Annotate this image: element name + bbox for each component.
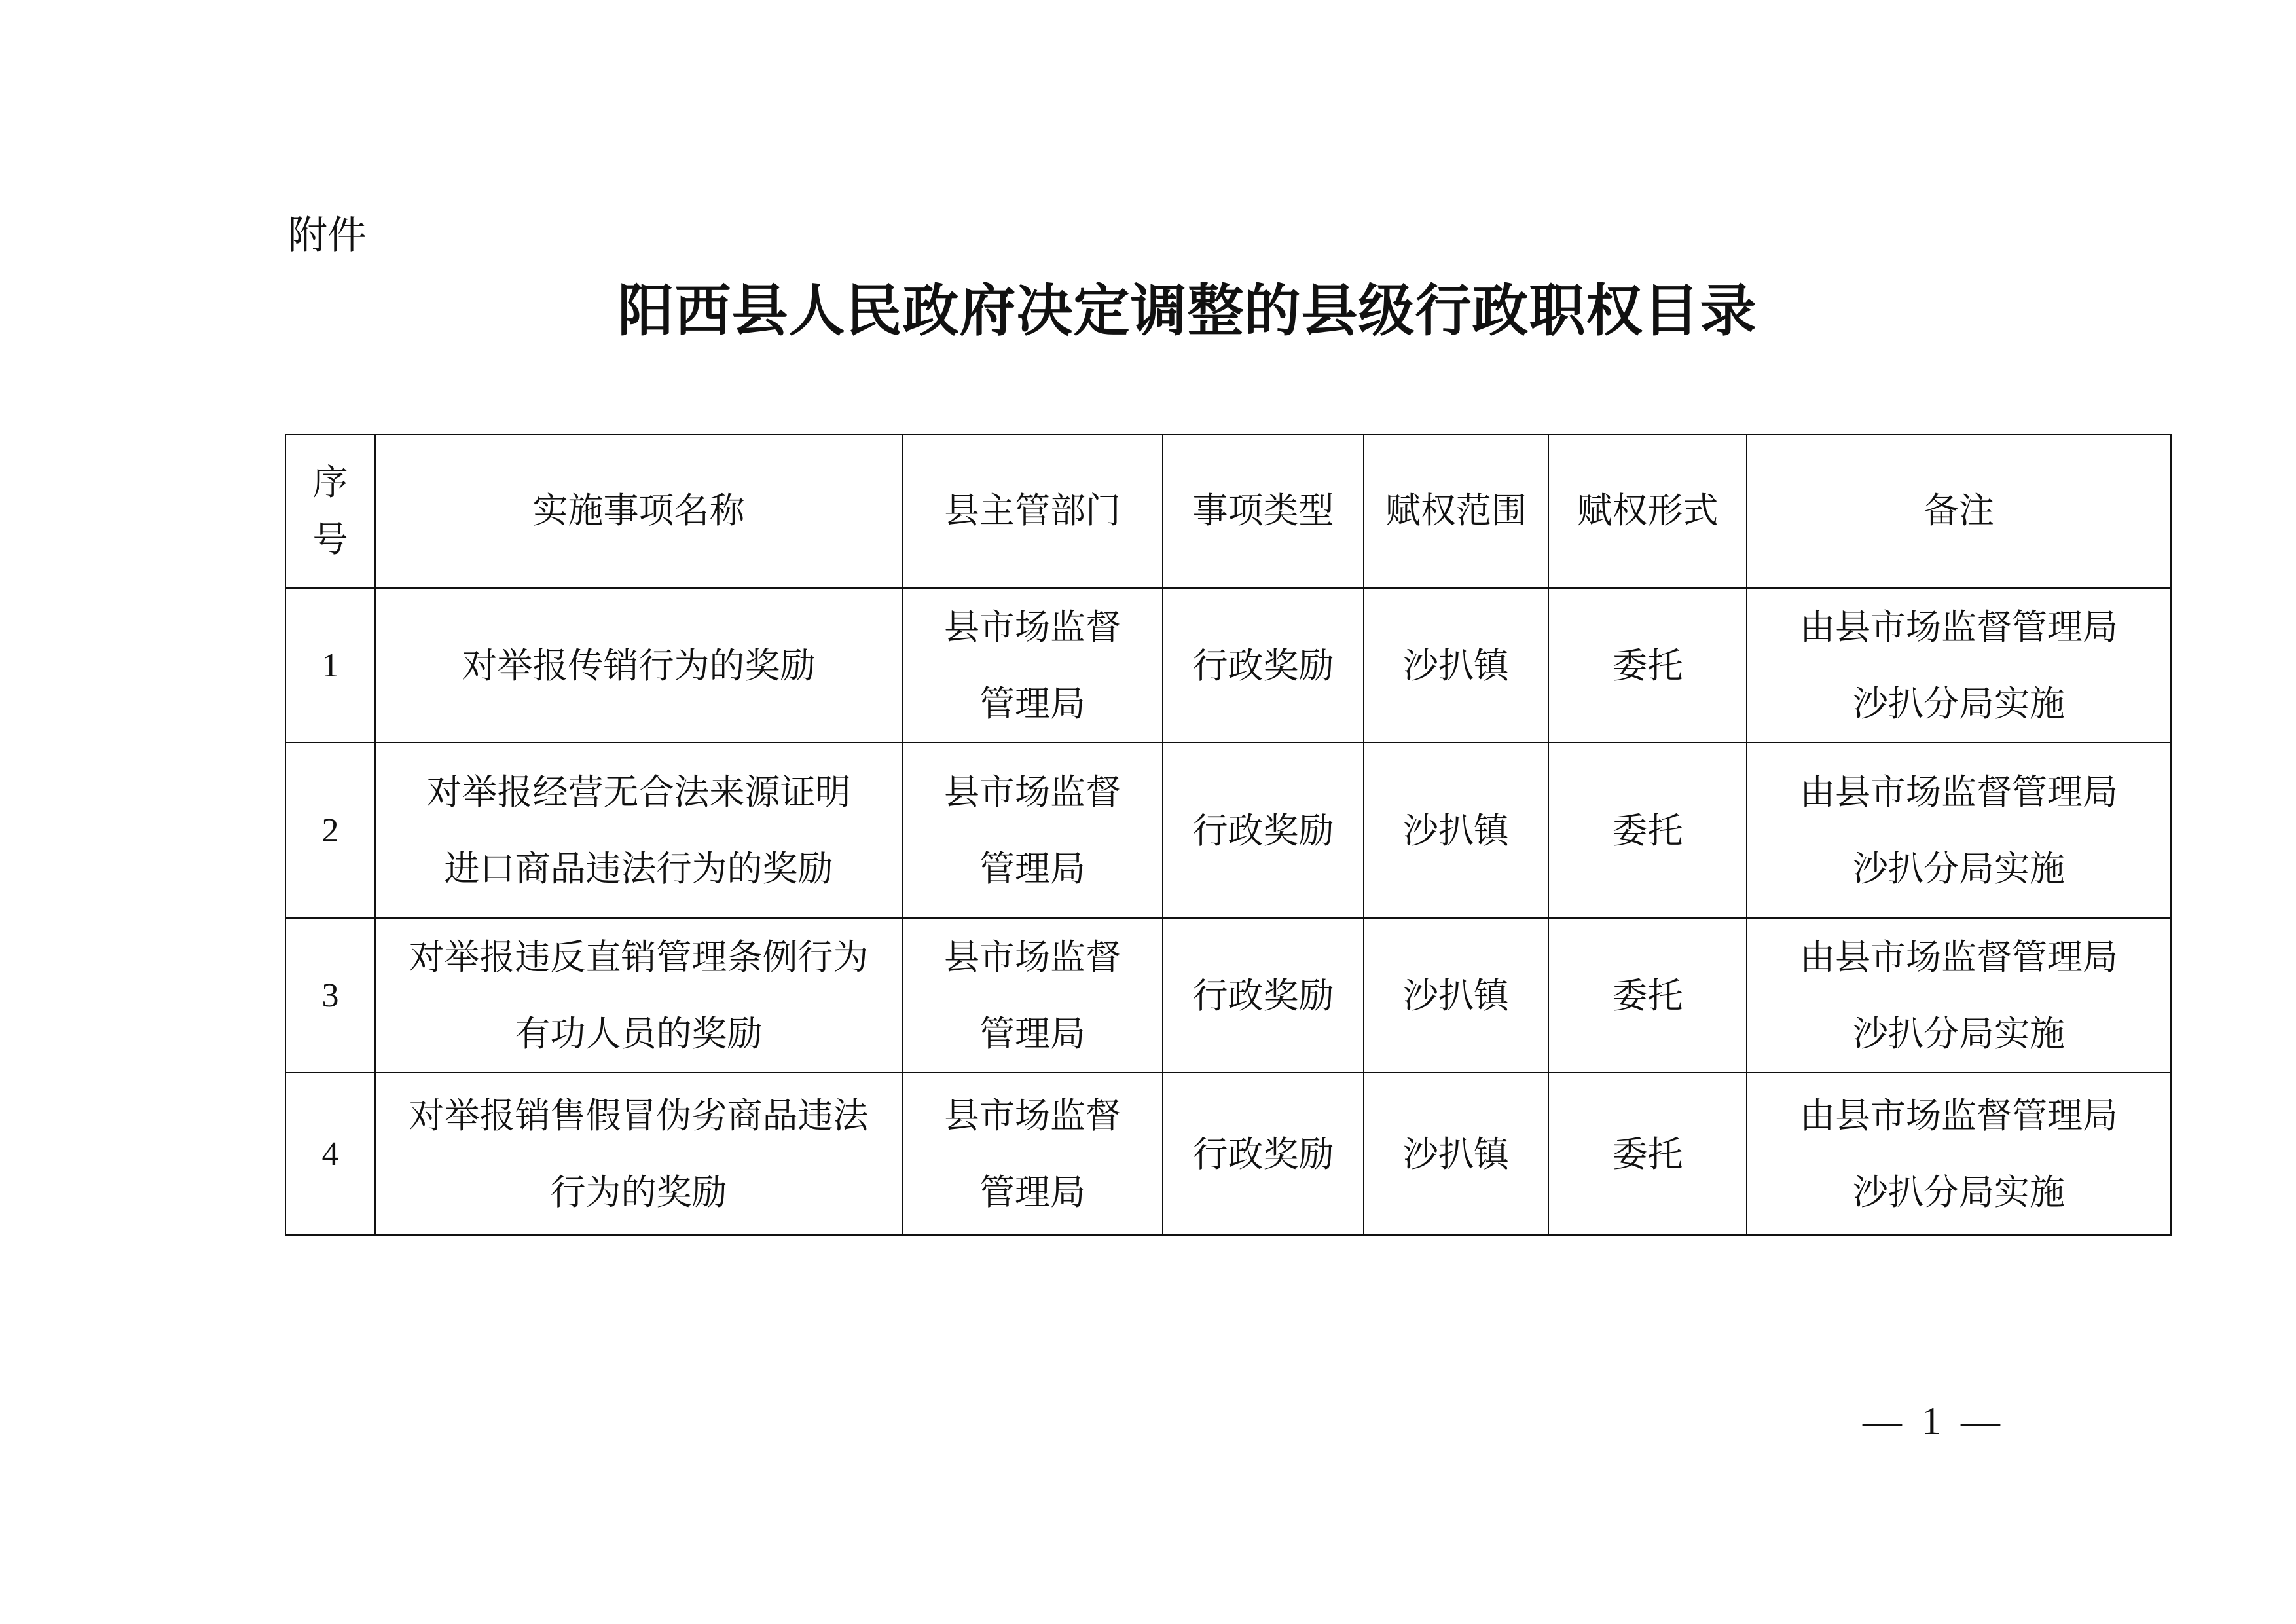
header-remarks: 备注 <box>1747 434 2171 588</box>
cell-item-type: 行政奖励 <box>1163 918 1364 1073</box>
cell-scope: 沙扒镇 <box>1364 588 1548 743</box>
item-name-line: 对举报传销行为的奖励 <box>462 644 816 686</box>
cell-item-name <box>375 588 902 743</box>
table-row <box>285 918 2171 1073</box>
cell-department <box>902 1073 1163 1235</box>
remarks-line: 沙扒分局实施 <box>1853 1013 2065 1054</box>
document-title: 阳西县人民政府决定调整的县级行政职权目录 <box>617 278 1757 344</box>
remarks-line: 沙扒分局实施 <box>1853 848 2065 889</box>
cell-item-name <box>375 918 902 1073</box>
cell-department <box>902 918 1163 1073</box>
table-row <box>285 743 2171 918</box>
item-name-line: 进口商品违法行为的奖励 <box>444 848 833 889</box>
department-line: 管理局 <box>979 1172 1085 1213</box>
header-item-name: 实施事项名称 <box>375 434 902 588</box>
department-line: 管理局 <box>979 848 1085 889</box>
header-item-type: 事项类型 <box>1163 434 1364 588</box>
page-number: — 1 — <box>1863 1399 2000 1443</box>
department-line: 县市场监督 <box>944 771 1121 813</box>
header-seq-line-1: 序 <box>312 462 348 504</box>
item-name-line: 有功人员的奖励 <box>515 1013 763 1054</box>
cell-scope: 沙扒镇 <box>1364 1073 1548 1235</box>
cell-scope: 沙扒镇 <box>1364 918 1548 1073</box>
cell-seq: 1 <box>285 588 375 743</box>
table-row <box>285 588 2171 743</box>
cell-item-type: 行政奖励 <box>1163 588 1364 743</box>
remarks-line: 由县市场监督管理局 <box>1800 936 2118 978</box>
department-line: 县市场监督 <box>944 1095 1121 1136</box>
item-name-line: 对举报销售假冒伪劣商品违法 <box>409 1095 869 1136</box>
cell-seq: 3 <box>285 918 375 1073</box>
remarks-line: 由县市场监督管理局 <box>1800 1095 2118 1136</box>
cell-remarks <box>1747 918 2171 1073</box>
header-scope: 赋权范围 <box>1364 434 1548 588</box>
cell-seq: 4 <box>285 1073 375 1235</box>
remarks-line: 由县市场监督管理局 <box>1800 606 2118 648</box>
department-line: 管理局 <box>979 683 1085 724</box>
cell-form: 委托 <box>1548 743 1747 918</box>
header-form: 赋权形式 <box>1548 434 1747 588</box>
attachment-label: 附件 <box>288 213 367 259</box>
cell-item-name <box>375 743 902 918</box>
item-name-line: 对举报经营无合法来源证明 <box>426 771 851 813</box>
cell-form: 委托 <box>1548 1073 1747 1235</box>
item-name-line: 对举报违反直销管理条例行为 <box>409 936 869 978</box>
cell-item-type: 行政奖励 <box>1163 1073 1364 1235</box>
remarks-line: 由县市场监督管理局 <box>1800 771 2118 813</box>
cell-department <box>902 588 1163 743</box>
cell-remarks <box>1747 588 2171 743</box>
header-department: 县主管部门 <box>902 434 1163 588</box>
header-seq <box>285 434 375 588</box>
table-header-row <box>285 434 2171 588</box>
cell-scope: 沙扒镇 <box>1364 743 1548 918</box>
cell-remarks <box>1747 743 2171 918</box>
header-seq-line-2: 号 <box>312 518 348 560</box>
department-line: 管理局 <box>979 1013 1085 1054</box>
cell-item-name <box>375 1073 902 1235</box>
authority-catalog-table <box>285 434 2172 1236</box>
table-row <box>285 1073 2171 1235</box>
cell-department <box>902 743 1163 918</box>
department-line: 县市场监督 <box>944 936 1121 978</box>
remarks-line: 沙扒分局实施 <box>1853 683 2065 724</box>
cell-seq: 2 <box>285 743 375 918</box>
remarks-line: 沙扒分局实施 <box>1853 1172 2065 1213</box>
cell-item-type: 行政奖励 <box>1163 743 1364 918</box>
cell-form: 委托 <box>1548 588 1747 743</box>
cell-form: 委托 <box>1548 918 1747 1073</box>
department-line: 县市场监督 <box>944 606 1121 648</box>
cell-remarks <box>1747 1073 2171 1235</box>
item-name-line: 行为的奖励 <box>550 1172 727 1213</box>
